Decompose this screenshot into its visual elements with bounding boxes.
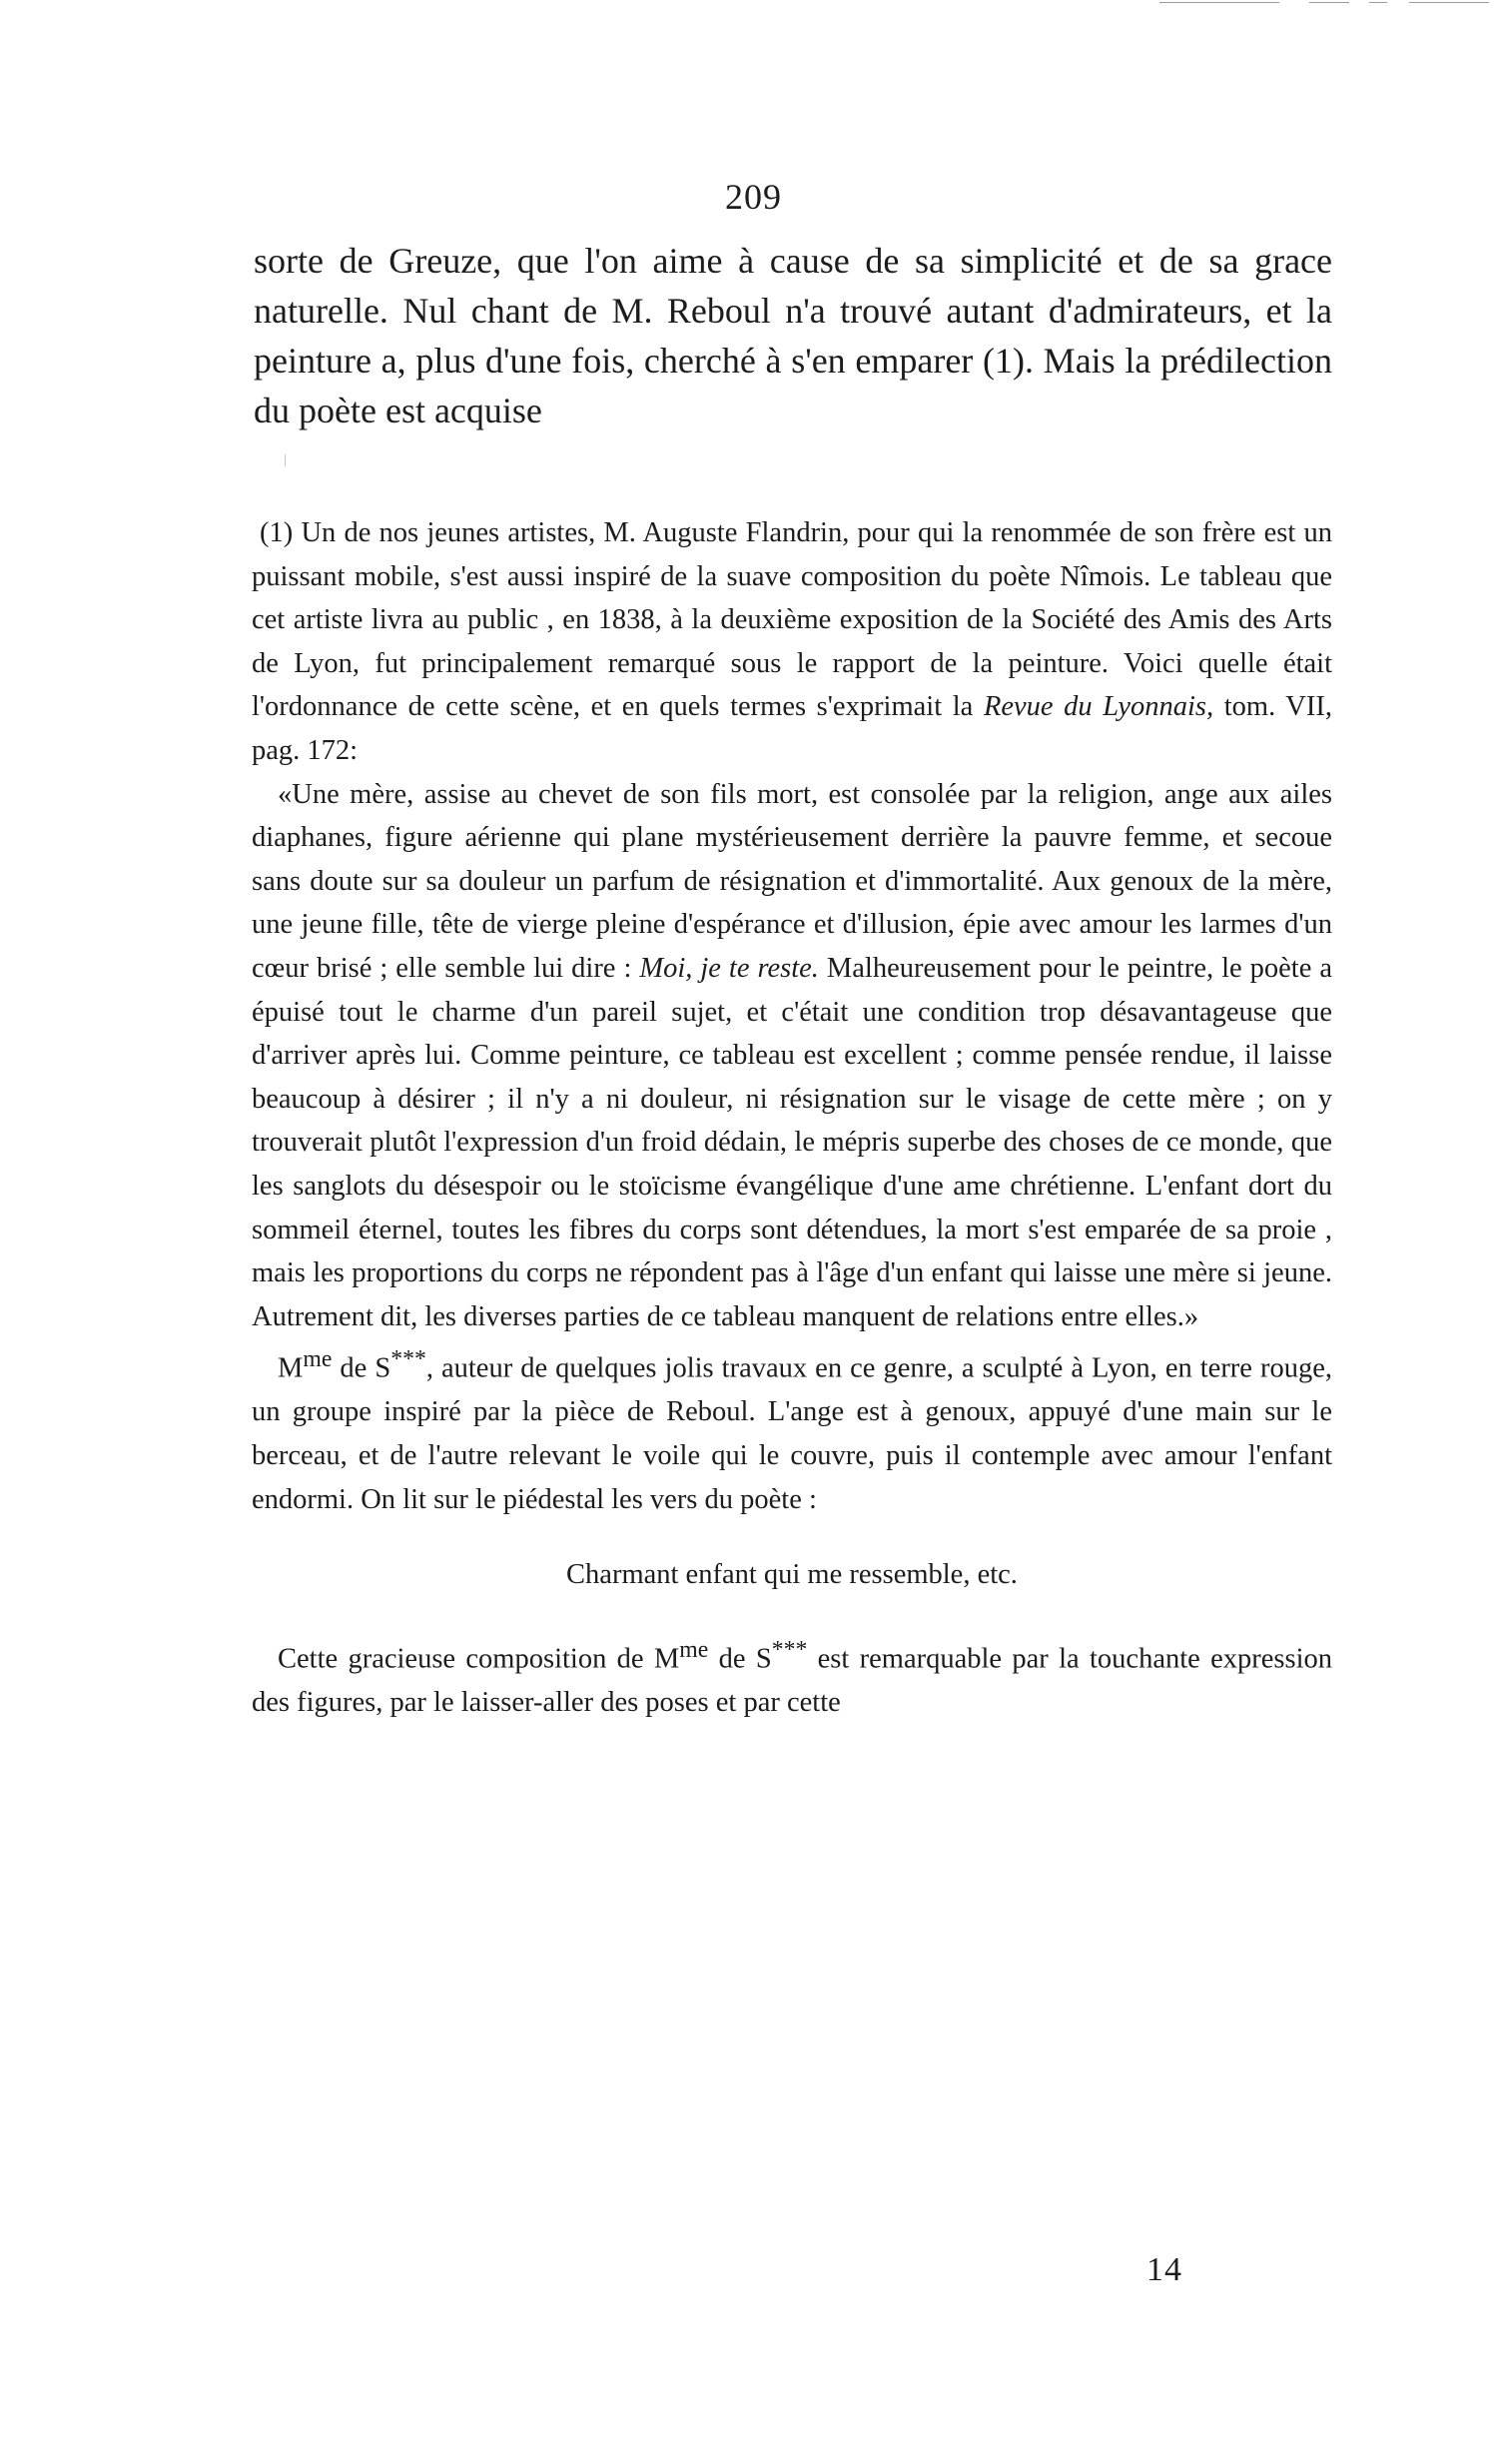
footnote-paragraph-sculpture: $M^{me}$ de S***, auteur de quelques jolis travaux en ce genre, a sculpté à Lyon, en terre rouge, un groupe inspiré par la pièce de Reboul. L'ange est à genoux, appuyé d'une main sur le berceau, et de l'autre relevant le voile qui le couvre, puis il contemple avec amour l'enfant endormi. On lit sur le piédestal les vers du poète : (252, 1346, 1333, 1515)
footnote-paragraph-closing: Cette gracieuse composition de $M^{me}$ de S*** est remarquable par la touchante expression des figures, par le laisser-aller des poses et par cette (252, 1636, 1333, 1718)
footnote (252, 511, 1332, 1724)
footnote-reference: tom. VII, pag. 172: (252, 691, 1332, 766)
quote-italic: Moi, je te reste. (639, 952, 819, 984)
verse-quotation: Charmant enfant qui me ressemble, etc. (566, 1559, 1018, 1591)
quote-text-continued: Malheureusement pour le peintre, le poète a épuisé tout le charme d'un pareil sujet, et c'était une condition trop désavantageuse que d'arriver après lui. Comme peinture, ce tableau est excellent ; comme pensée rendue, il laisse beaucoup à désirer ; il n'y a ni douleur, ni résignation sur le visage de cette mère ; on y trouverait plutôt l'expression d'un froid dédain, le mépris superbe des choses de ce monde, que les sanglots du désespoir ou le stoïcisme évangélique d'une ame chrétienne. L'enfant dort du sommeil éternel, toutes les fibres du corps sont détendues, la mort s'est emparée de sa proie , mais les proportions du corps ne répondent pas à l'âge d'un enfant qui laisse une mère si jeune. Autrement dit, les diverses parties de ce tableau manquent de relations entre elles.» (252, 952, 1332, 1332)
separator-mark (285, 454, 286, 466)
page-number: 209 (725, 177, 782, 217)
signature-mark: 14 (1146, 2251, 1182, 2288)
journal-title: Revue du Lyonnais, (983, 691, 1214, 723)
footnote-paragraph-intro (252, 511, 1332, 773)
footnote-quotation (252, 773, 1332, 1339)
main-text: sorte de Greuze, que l'on aime à cause de sa simplicité et de sa grace naturelle. Nul chant de M. Reboul n'a trouvé autant d'admirateurs, et la peinture a, plus d'une fois, cherché à s'en emparer (1). Mais la prédilection du poète est acquise (254, 241, 1332, 430)
footnote-text: Un de nos jeunes artistes, M. Auguste Flandrin, pour qui la renommée de son frère est un puissant mobile, s'est aussi inspiré de la suave composition du poète Nîmois. Le tableau que cet artiste livra au public , en 1838, à la deuxième exposition de la Société des Amis des Arts de Lyon, fut principalement remarqué sous le rapport de la peinture. Voici quelle était l'ordonnance de cette scène, et en quels termes s'exprimait la (252, 517, 1333, 723)
scan-edge-marks (1159, 2, 1489, 8)
footnote-marker: (1) (260, 517, 294, 548)
quote-text: «Une mère, assise au chevet de son fils mort, est consolée par la religion, ange aux ailes diaphanes, figure aérienne qui plane mystérieusement derrière la pauvre femme, et secoue sans doute sur sa douleur un parfum de résignation et d'immortalité. Aux genoux de la mère, une jeune fille, tête de vierge pleine d'espérance et d'illusion, épie avec amour les larmes d'un cœur brisé ; elle semble lui dire : (252, 778, 1332, 984)
